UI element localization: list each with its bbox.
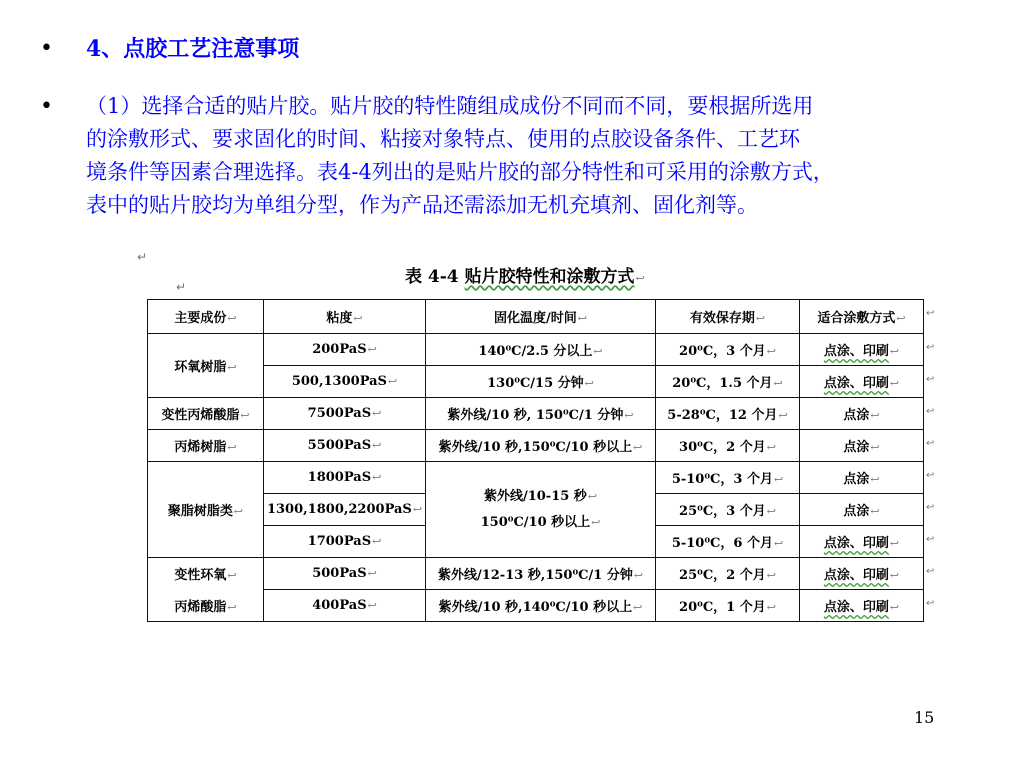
table-header-row xyxy=(148,300,924,334)
cure-cell: 140⁰C/2.5 分以上↩ xyxy=(426,334,656,366)
row-end-mark: ↩ xyxy=(926,534,935,545)
method-cell: 点涂、印刷↩ xyxy=(800,590,924,622)
method-cell: 点涂↩ xyxy=(800,462,924,494)
row-end-mark: ↩ xyxy=(926,438,935,449)
adhesive-spec-table xyxy=(147,299,924,622)
cure-cell: 紫外线/10 秒,140⁰C/10 秒以上↩ xyxy=(426,590,656,622)
viscosity-cell: 200PaS↩ xyxy=(264,334,426,366)
body-paragraph xyxy=(86,90,996,222)
page-number: 15 xyxy=(914,708,935,727)
row-end-mark: ↩ xyxy=(926,308,935,319)
method-cell: 点涂、印刷↩ xyxy=(800,334,924,366)
table-row xyxy=(148,398,924,430)
method-cell: 点涂↩ xyxy=(800,430,924,462)
component-cell: 环氧树脂↩ xyxy=(148,334,264,398)
paragraph-line: 表中的贴片胶均为单组分型，作为产品还需添加无机充填剂、固化剂等。 xyxy=(86,193,758,217)
bullet-glyph: • xyxy=(40,36,53,61)
method-cell: 点涂、印刷↩ xyxy=(800,526,924,558)
viscosity-cell: 500,1300PaS↩ xyxy=(264,366,426,398)
paragraph-line: 境条件等因素合理选择。表4-4列出的是贴片胶的部分特性和可采用的涂敷方式， xyxy=(86,160,834,184)
method-cell: 点涂↩ xyxy=(800,398,924,430)
row-end-mark: ↩ xyxy=(926,406,935,417)
viscosity-cell: 7500PaS↩ xyxy=(264,398,426,430)
cure-cell: 紫外线/12-13 秒,150⁰C/1 分钟↩ xyxy=(426,558,656,590)
viscosity-cell: 1800PaS↩ xyxy=(264,462,426,494)
paragraph-line: （1）选择合适的贴片胶。贴片胶的特性随组成成份不同而不同，要根据所选用 xyxy=(86,94,814,118)
header-cell: 固化温度/时间↩ xyxy=(426,300,656,334)
cure-cell: 130⁰C/15 分钟↩ xyxy=(426,366,656,398)
table-title xyxy=(405,262,645,287)
shelf-life-cell: 25⁰C，3 个月↩ xyxy=(656,494,800,526)
table-row xyxy=(148,366,924,398)
table-title-main: 贴片胶特性和涂敷方式 xyxy=(464,267,635,287)
viscosity-cell: 500PaS↩ xyxy=(264,558,426,590)
table-row xyxy=(148,590,924,622)
edit-mark: ↵ xyxy=(137,250,148,264)
cure-cell: 紫外线/10-15 秒↩ 150⁰C/10 秒以上↩ xyxy=(426,462,656,558)
method-cell: 点涂↩ xyxy=(800,494,924,526)
table-title-prefix: 表 4-4 xyxy=(405,267,465,287)
component-cell: 聚脂树脂类↩ xyxy=(148,462,264,558)
row-end-mark: ↩ xyxy=(926,598,935,609)
cure-cell: 紫外线/10 秒,150⁰C/10 秒以上↩ xyxy=(426,430,656,462)
row-end-mark: ↩ xyxy=(926,566,935,577)
viscosity-cell: 5500PaS↩ xyxy=(264,430,426,462)
shelf-life-cell: 5-28⁰C，12 个月↩ xyxy=(656,398,800,430)
cell-mark: ↩ xyxy=(635,272,645,285)
table-row xyxy=(148,334,924,366)
method-cell: 点涂、印刷↩ xyxy=(800,558,924,590)
viscosity-cell: 1300,1800,2200PaS↩ xyxy=(264,494,426,526)
header-cell: 有效保存期↩ xyxy=(656,300,800,334)
shelf-life-cell: 5-10⁰C，6 个月↩ xyxy=(656,526,800,558)
table-row xyxy=(148,462,924,494)
bullet-glyph: • xyxy=(40,94,53,119)
header-cell: 适合涂敷方式↩ xyxy=(800,300,924,334)
row-end-mark: ↩ xyxy=(926,342,935,353)
row-end-mark: ↩ xyxy=(926,502,935,513)
cure-cell: 紫外线/10 秒, 150⁰C/1 分钟↩ xyxy=(426,398,656,430)
row-end-mark: ↩ xyxy=(926,470,935,481)
shelf-life-cell: 20⁰C，1 个月↩ xyxy=(656,590,800,622)
component-cell: 变性环氧↩ xyxy=(148,558,264,590)
shelf-life-cell: 25⁰C，2 个月↩ xyxy=(656,558,800,590)
slide-heading: 4、点胶工艺注意事项 xyxy=(86,36,300,62)
viscosity-cell: 1700PaS↩ xyxy=(264,526,426,558)
shelf-life-cell: 20⁰C，1.5 个月↩ xyxy=(656,366,800,398)
component-cell: 丙烯树脂↩ xyxy=(148,430,264,462)
component-cell: 变性丙烯酸脂↩ xyxy=(148,398,264,430)
viscosity-cell: 400PaS↩ xyxy=(264,590,426,622)
shelf-life-cell: 5-10⁰C，3 个月↩ xyxy=(656,462,800,494)
shelf-life-cell: 30⁰C，2 个月↩ xyxy=(656,430,800,462)
method-cell: 点涂、印刷↩ xyxy=(800,366,924,398)
component-cell: 丙烯酸脂↩ xyxy=(148,590,264,622)
shelf-life-cell: 20⁰C，3 个月↩ xyxy=(656,334,800,366)
paragraph-line: 的涂敷形式、要求固化的时间、粘接对象特点、使用的点胶设备条件、工艺环 xyxy=(86,127,800,151)
table-row xyxy=(148,558,924,590)
header-cell: 粘度↩ xyxy=(264,300,426,334)
table-row xyxy=(148,430,924,462)
row-end-mark: ↩ xyxy=(926,374,935,385)
edit-mark: ↵ xyxy=(176,280,187,294)
header-cell: 主要成份↩ xyxy=(148,300,264,334)
